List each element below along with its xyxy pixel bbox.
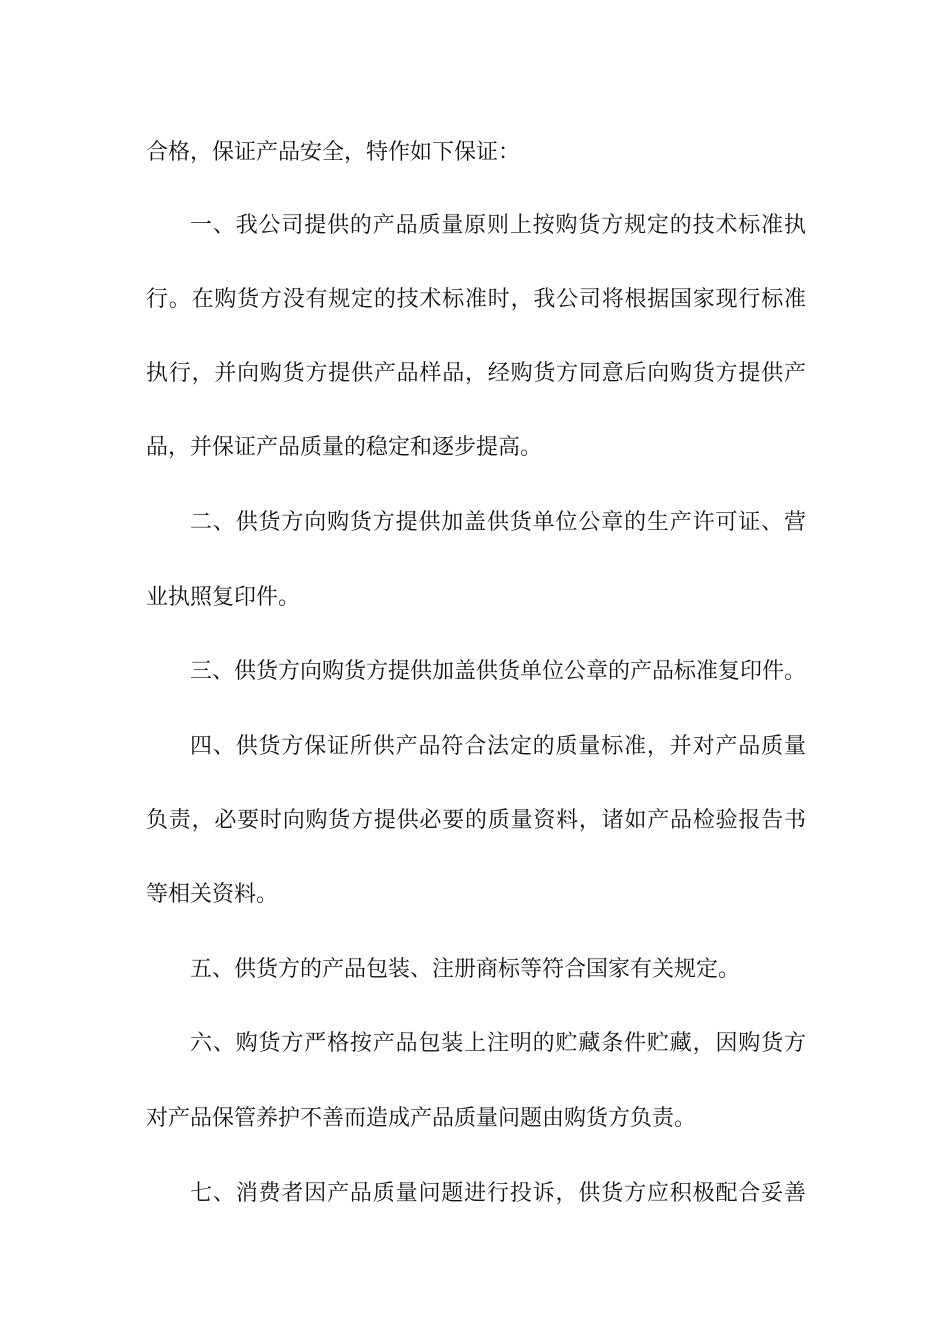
- text-line-15: 七、消费者因产品质量问题进行投诉，供货方应积极配合妥善: [190, 1181, 806, 1206]
- text-line-10: 负责，必要时向购货方提供必要的质量资料，诸如产品检验报告书: [146, 808, 806, 833]
- text-line-4: 执行，并向购货方提供产品样品，经购货方同意后向购货方提供产: [146, 361, 806, 386]
- text-line-5: 品，并保证产品质量的稳定和逐步提高。: [146, 435, 543, 460]
- text-line-13: 六、购货方严格按产品包装上注明的贮藏条件贮藏，因购货方: [190, 1031, 806, 1056]
- text-line-9: 四、供货方保证所供产品符合法定的质量标准，并对产品质量: [190, 734, 806, 759]
- text-line-7: 业执照复印件。: [146, 585, 301, 610]
- text-line-1: 合格，保证产品安全，特作如下保证：: [146, 140, 521, 165]
- text-line-2: 一、我公司提供的产品质量原则上按购货方规定的技术标准执: [190, 213, 806, 238]
- text-line-14: 对产品保管养护不善而造成产品质量问题由购货方负责。: [146, 1106, 697, 1131]
- text-line-11: 等相关资料。: [146, 882, 279, 907]
- text-line-6: 二、供货方向购货方提供加盖供货单位公章的生产许可证、营: [190, 510, 806, 535]
- text-line-12: 五、供货方的产品包装、注册商标等符合国家有关规定。: [190, 957, 741, 982]
- text-line-8: 三、供货方向购货方提供加盖供货单位公章的产品标准复印件。: [190, 659, 806, 684]
- text-line-3: 行。在购货方没有规定的技术标准时，我公司将根据国家现行标准: [146, 287, 806, 312]
